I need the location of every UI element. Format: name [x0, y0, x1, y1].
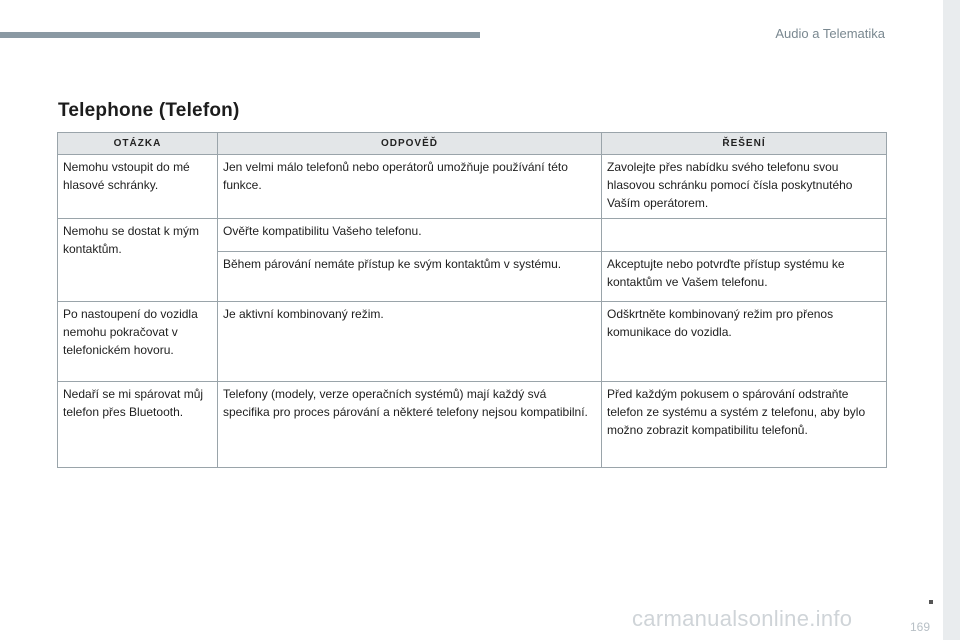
answer-cell: Ověřte kompatibilitu Vašeho telefonu.	[218, 219, 602, 252]
column-header-solution: ŘEŠENÍ	[602, 133, 887, 155]
solution-cell: Akceptujte nebo potvrďte přístup systému ke kontaktům ve Vašem telefonu.	[602, 252, 887, 302]
page-edge-strip	[943, 0, 960, 640]
answer-cell: Telefony (modely, verze operačních systémů) mají každý svá specifika pro proces párování a některé telefony nejsou kompatibilní.	[218, 382, 602, 468]
header-accent-bar	[0, 32, 480, 38]
table-row	[58, 302, 887, 382]
answer-cell: Během párování nemáte přístup ke svým kontaktům v systému.	[218, 252, 602, 302]
page-marker	[929, 600, 933, 604]
question-cell: Po nastoupení do vozidla nemohu pokračovat v telefonickém hovoru.	[58, 302, 218, 382]
table-header-row	[58, 133, 887, 155]
solution-cell: Zavolejte přes nabídku svého telefonu svou hlasovou schránku pomocí čísla poskytnutého Vaším operátorem.	[602, 155, 887, 219]
question-cell: Nedaří se mi spárovat můj telefon přes Bluetooth.	[58, 382, 218, 468]
table-row	[58, 219, 887, 252]
question-cell: Nemohu se dostat k mým kontaktům.	[58, 219, 218, 302]
watermark: carmanualsonline.info	[632, 606, 853, 631]
column-header-question: OTÁZKA	[58, 133, 218, 155]
column-header-answer: ODPOVĚĎ	[218, 133, 602, 155]
section-title: Audio a Telematika	[775, 26, 885, 41]
solution-cell: Odškrtněte kombinovaný režim pro přenos komunikace do vozidla.	[602, 302, 887, 382]
answer-cell: Jen velmi málo telefonů nebo operátorů umožňuje používání této funkce.	[218, 155, 602, 219]
solution-cell: Před každým pokusem o spárování odstraňte telefon ze systému a systém z telefonu, aby bylo možno zobrazit kompatibilitu telefonů.	[602, 382, 887, 468]
table-row	[58, 155, 887, 219]
table-row	[58, 382, 887, 468]
page-number: 169	[910, 620, 931, 634]
solution-cell	[602, 219, 887, 252]
troubleshooting-table	[57, 132, 887, 468]
answer-cell: Je aktivní kombinovaný režim.	[218, 302, 602, 382]
question-cell: Nemohu vstoupit do mé hlasové schránky.	[58, 155, 218, 219]
page-title: Telephone (Telefon)	[58, 100, 240, 121]
